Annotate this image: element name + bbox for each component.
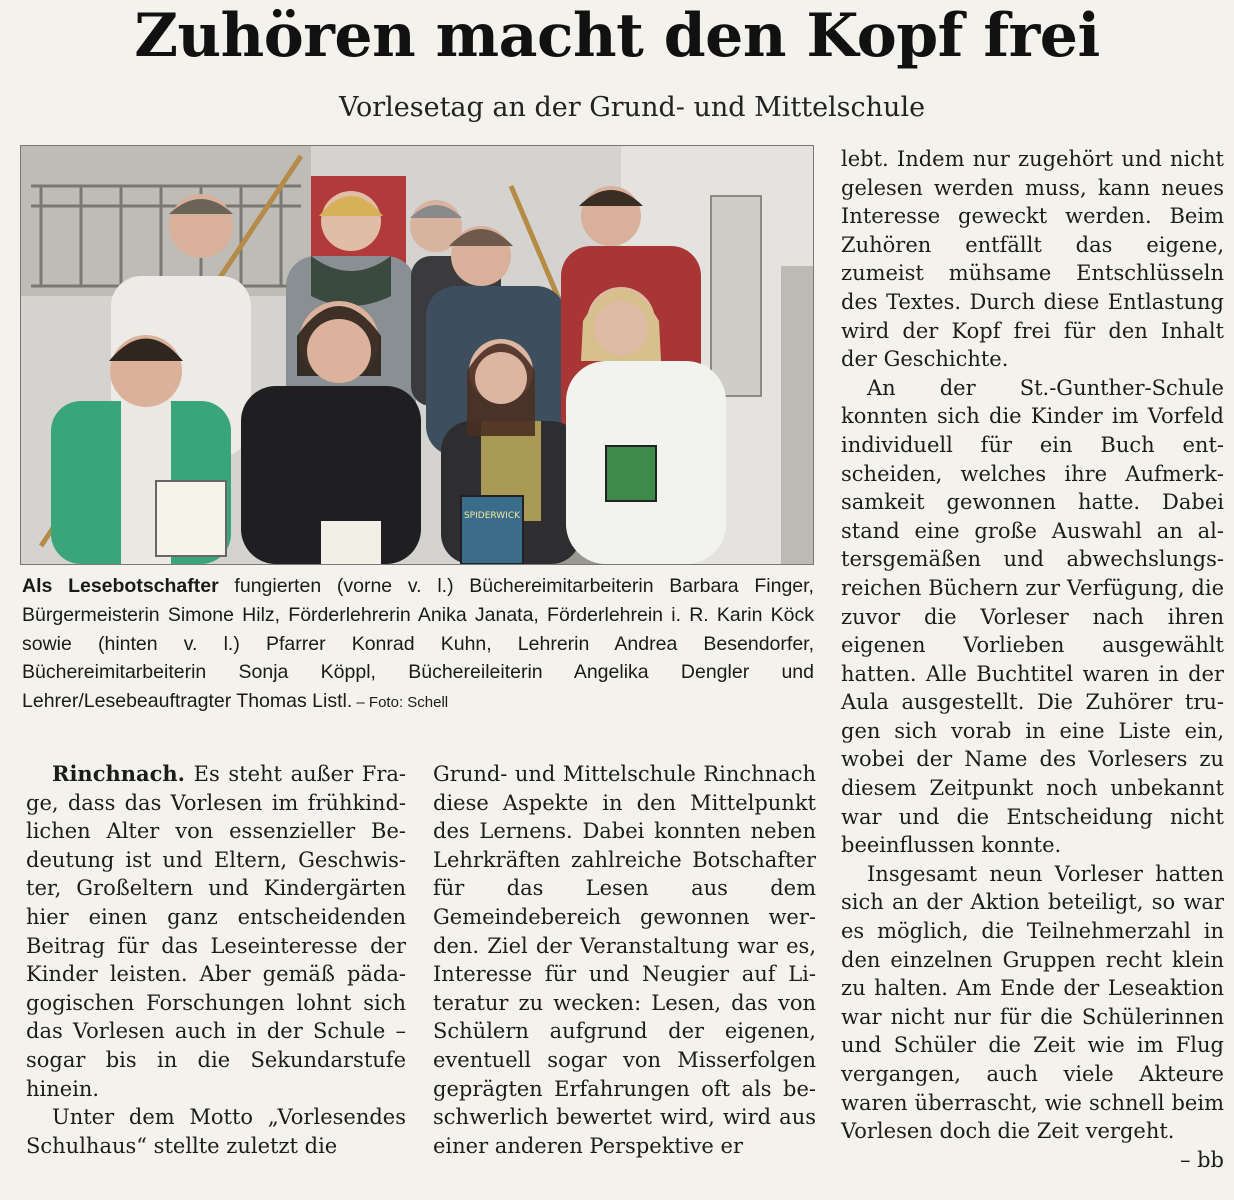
group-photo-illustration	[21, 146, 813, 564]
held-book-1-title: SPIDERWICK	[463, 511, 521, 521]
caption-lead: Als Lesebotschafter	[22, 575, 219, 597]
col3-paragraph-3: Insgesamt neun Vorleser hatten sich an der Aktion beteiligt, so war es möglich, die Teilnehmerzahl in den einzelnen Gruppen recht klein zu halten. Am Ende der Leseaktion war nicht nur für die Schülerinnen und Schüler die Zeit wie im Flug vergangen, auch viele Akteure waren überrascht, wie schnell beim Vorlesen doch die Zeit vergeht.	[841, 861, 1224, 1144]
headline: Zuhören macht den Kopf frei	[134, 1, 1100, 71]
article-column-3	[841, 145, 1224, 1174]
col3-paragraph-2: An der St.-Gunther-Schule konnten sich die Kinder im Vorfeld individuell für ein Buch entscheiden, welches ihre Aufmerksamkeit gewonnen hatte. Dabei stand eine große Auswahl an altersgemäßen und abwechslungsreichen Büchern zur Verfügung, die zuvor die Vorleser nach ihren eigenen Vorlieben ausgewählt hatten. Alle Buchtitel waren in der Aula ausgestellt. Die Zuhörer trugen sich vorab in eine Liste ein, wobei der Name des Vorlesers zu diesem Zeitpunkt noch unbekannt war und die Entscheidung nicht beeinflussen konnte.	[841, 375, 1224, 858]
photo-credit: – Foto: Schell	[352, 694, 449, 712]
col1-paragraph-2: Unter dem Motto „Vorlesendes Schulhaus“ stellte zuletzt die	[26, 1105, 406, 1158]
article-column-2	[433, 760, 816, 1160]
col1-paragraph-1: Es steht außer Frage, dass das Vorlesen im frühkindlichen Alter von essenzieller Bedeutung ist und Eltern, Geschwister, Großeltern und Kindergärten hier einen ganz entscheidenden Beitrag für das Leseinteresse der Kinder leisten. Aber gemäß pädagogischen Forschungen lohnt sich das Vorlesen auch in der Schule – sogar bis in die Sekundarstufe hinein.	[26, 762, 406, 1101]
subheadline: Vorlesetag an der Grund- und Mittelschule	[338, 92, 926, 123]
col3-paragraph-1: lebt. Indem nur zugehört und nicht gelesen werden muss, kann neues Interesse geweckt werden. Beim Zuhören entfällt das eigene, zumeist mühsame Entschlüsseln des Textes. Durch diese Entlastung wird der Kopf frei für den Inhalt der Geschichte.	[841, 147, 1224, 372]
author-signature: – bb	[1179, 1147, 1224, 1172]
dateline: Rinchnach.	[52, 761, 185, 786]
caption-text: fungierten (vorne v. l.) Büchereimitarbeiterin Barbara Finger, Bürgermeisterin Simone Hilz, Förderlehrerin Anika Janata, Förderlehrein i. R. Karin Köck sowie (hinten v. l.) Pfarrer Konrad Kuhn, Lehrerin Andrea Besendorfer, Büchereimitarbeiterin Sonja Köppl, Büchereileiterin Angelika Dengler und Lehrer/Lesebeauftragter Thomas Listl.	[22, 575, 814, 713]
article-column-1	[26, 760, 406, 1160]
photo-caption	[22, 572, 814, 718]
col2-paragraph-1: Grund- und Mittelschule Rinchnach diese Aspekte in den Mittelpunkt des Lernens. Dabei konnten neben Lehrkräften zahlreiche Botschafter für das Lesen aus dem Gemeindebereich gewonnen werden. Ziel der Veranstaltung war es, Interesse für und Neugier auf Literatur zu wecken: Lesen, das von Schülern aufgrund der eigenen, eventuell sogar von Misserfolgen geprägten Erfahrungen oft als beschwerlich bewertet wird, wird aus einer anderen Perspektive er	[433, 762, 816, 1158]
group-photo	[20, 145, 814, 565]
